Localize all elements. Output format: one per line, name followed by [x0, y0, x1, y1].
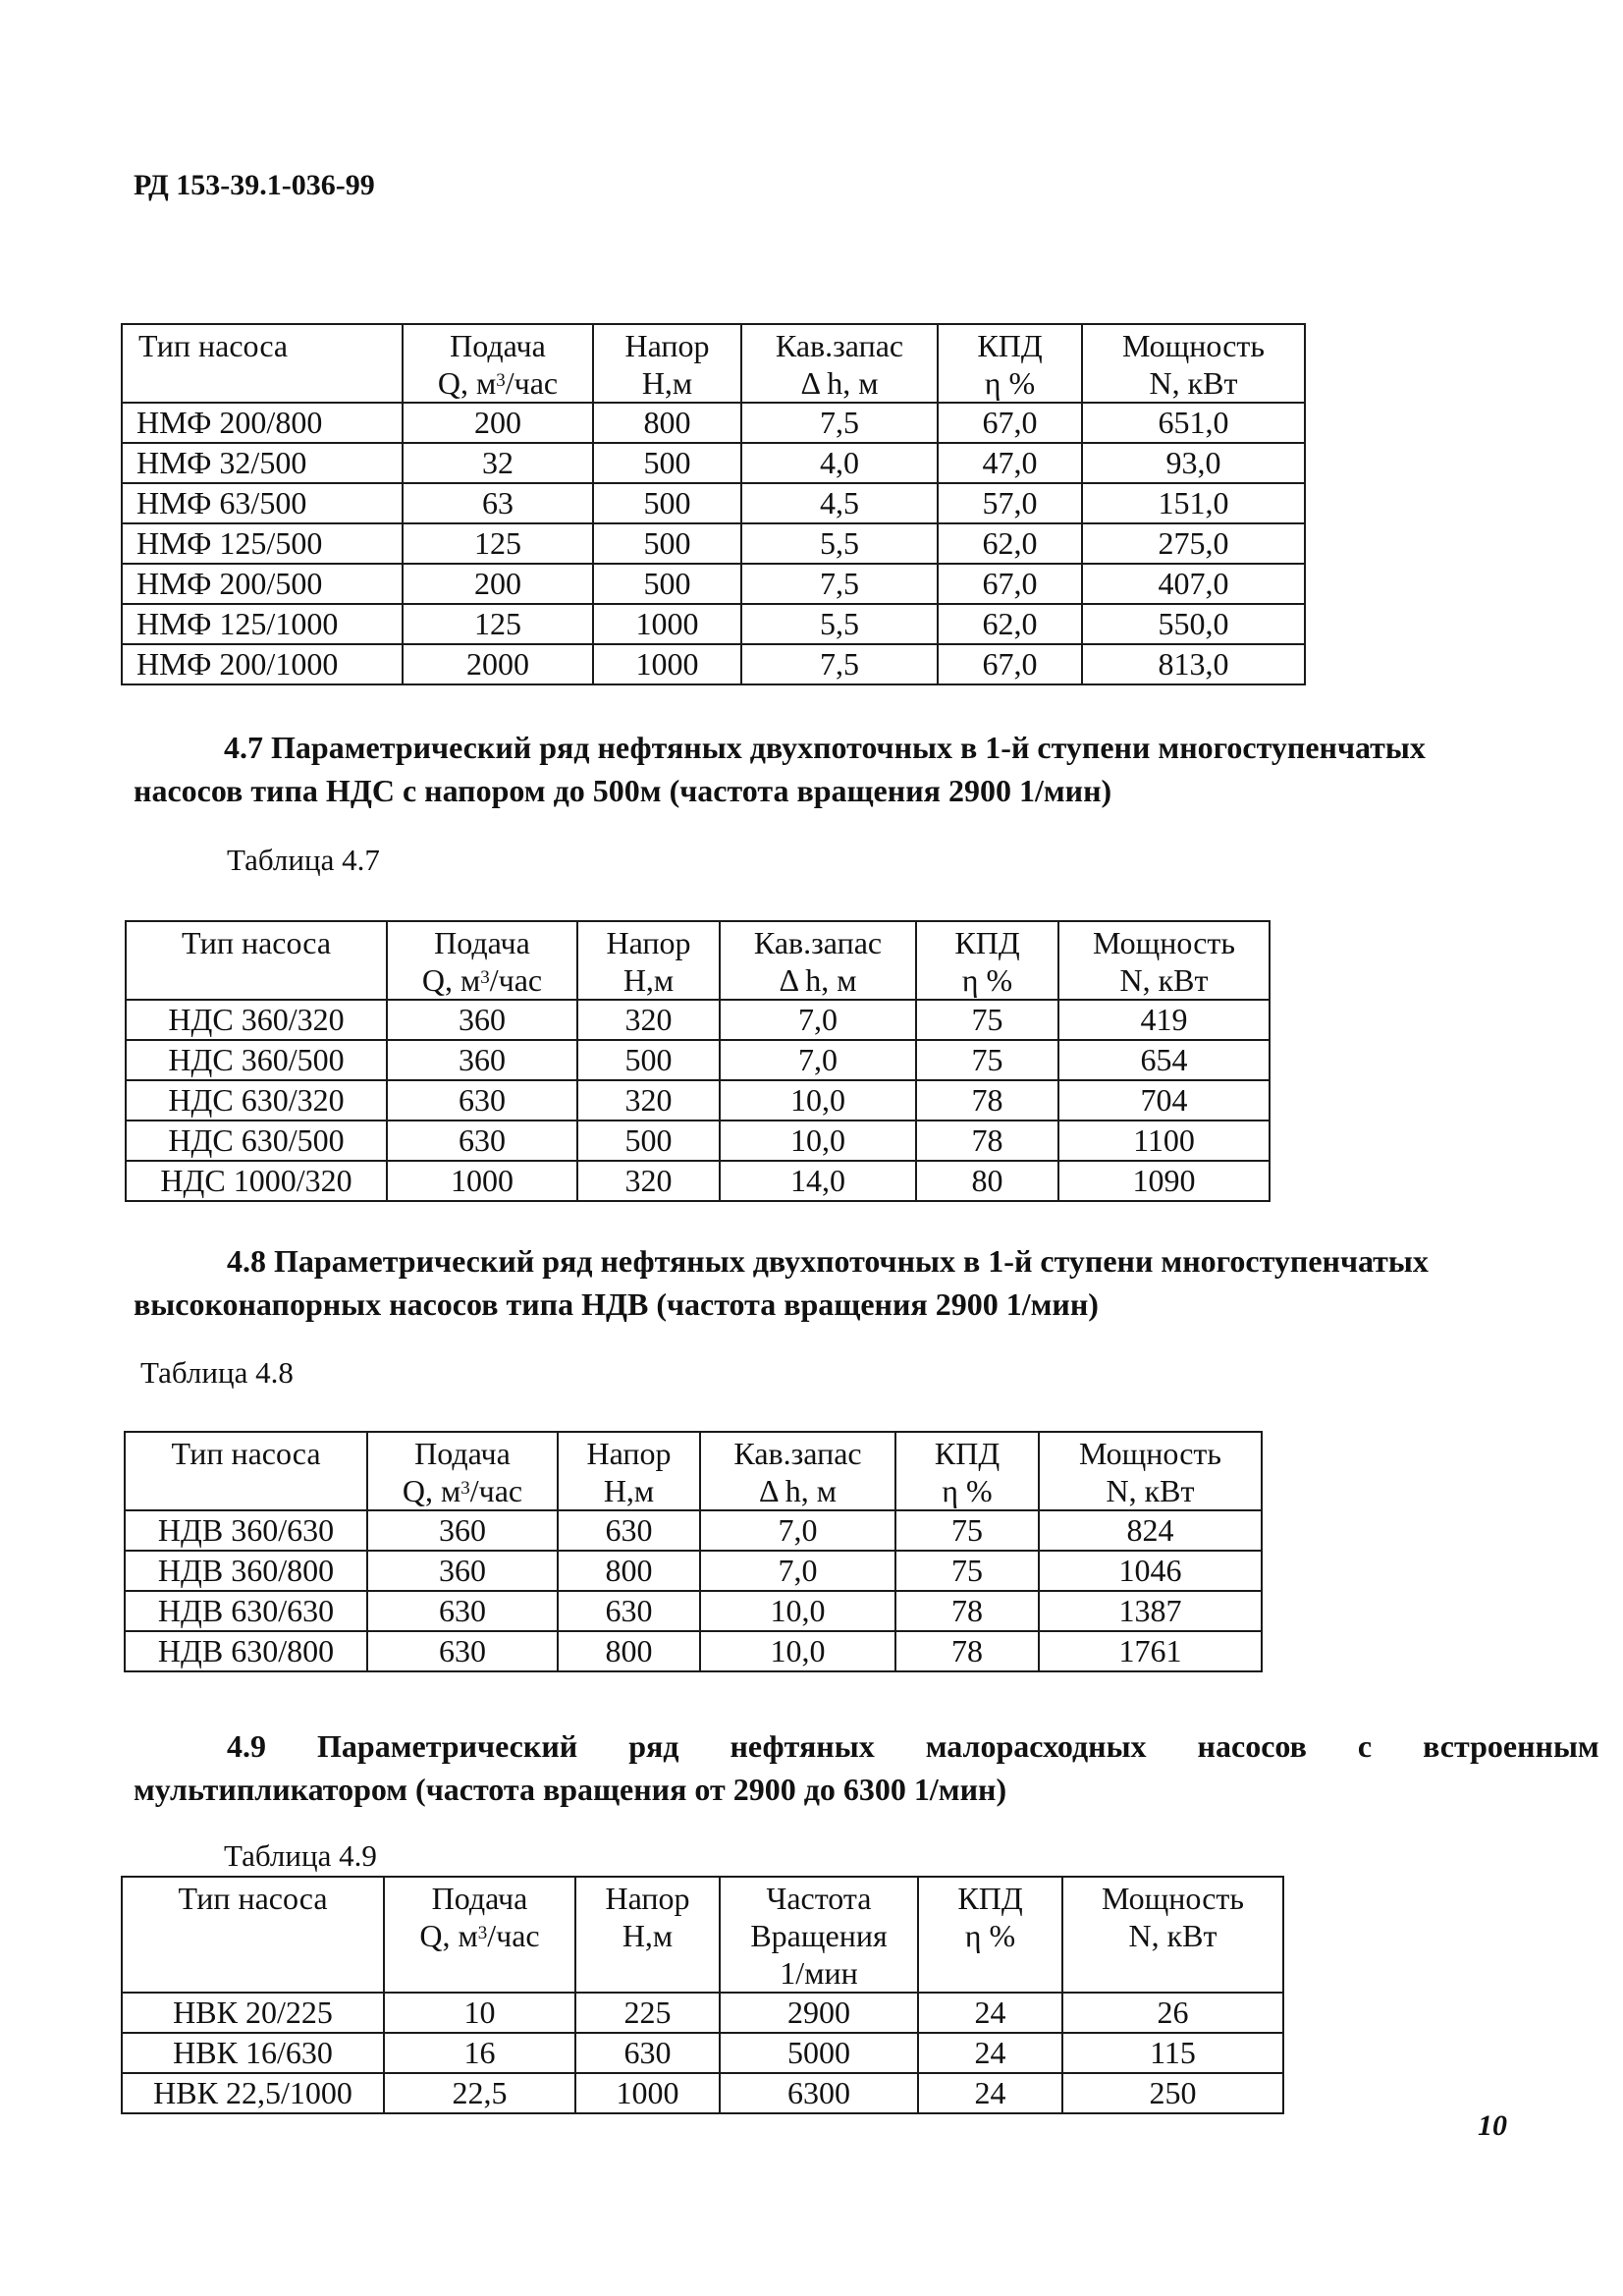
- table-cell: 360: [387, 1000, 577, 1040]
- table-cell: 75: [916, 1000, 1058, 1040]
- table-cell: 26: [1062, 1993, 1283, 2033]
- table-cell: 500: [593, 483, 741, 523]
- table-cell: 10,0: [720, 1121, 916, 1161]
- table-cell: 2900: [720, 1993, 918, 2033]
- header-cell: Напор H,м: [575, 1877, 720, 1993]
- table-row: [126, 1080, 1270, 1121]
- table-cell: 7,5: [741, 564, 938, 604]
- table-cell: 360: [367, 1551, 558, 1591]
- table-cell: 630: [558, 1591, 700, 1631]
- table-cell: 6300: [720, 2073, 918, 2113]
- table-cell: 630: [387, 1121, 577, 1161]
- table-cell: 500: [593, 523, 741, 564]
- table-cell: 320: [577, 1161, 720, 1201]
- table-caption-4-9: Таблица 4.9: [224, 1838, 377, 1873]
- section-heading-4-9: 4.9 Параметрический ряд нефтяных малорасходных насосов с встроенным мультипликатором (частота вращения от 2900 до 6300 1/мин): [134, 1728, 1599, 1807]
- table-cell: 5,5: [741, 604, 938, 644]
- document-code: РД 153-39.1-036-99: [134, 169, 375, 201]
- table-cell: НДС 1000/320: [126, 1161, 387, 1201]
- table-cell: НМФ 200/500: [122, 564, 403, 604]
- table-cell: 419: [1058, 1000, 1270, 1040]
- header-cell: Кав.запас Δ h, м: [700, 1432, 895, 1510]
- table-cell: 1090: [1058, 1161, 1270, 1201]
- table-cell: 5000: [720, 2033, 918, 2073]
- table-header-row: [122, 1877, 1283, 1993]
- table-cell: 800: [558, 1551, 700, 1591]
- table-cell: 63: [403, 483, 593, 523]
- table-cell: 57,0: [938, 483, 1082, 523]
- table-cell: 32: [403, 443, 593, 483]
- table-cell: 800: [558, 1631, 700, 1671]
- section-heading-4-7: 4.7 Параметрический ряд нефтяных двухпоточных в 1-й ступени многоступенчатых насосов типа НДС с напором до 500м (частота вращения 2900 1/мин): [134, 730, 1426, 808]
- table-cell: НДС 630/320: [126, 1080, 387, 1121]
- table-cell: НВК 20/225: [122, 1993, 384, 2033]
- header-cell: Напор H,м: [593, 324, 741, 403]
- table-cell: НВК 22,5/1000: [122, 2073, 384, 2113]
- table-cell: 1387: [1039, 1591, 1262, 1631]
- header-cell: Тип насоса: [125, 1432, 367, 1510]
- pump-table-nmf: [121, 323, 1306, 685]
- table-cell: 500: [577, 1040, 720, 1080]
- table-cell: 225: [575, 1993, 720, 2033]
- header-cell: Подача Q, $м^3$/час: [403, 324, 593, 403]
- table-cell: 7,0: [720, 1000, 916, 1040]
- header-cell: Подача Q, $м^3$/час: [387, 921, 577, 1000]
- table-cell: НДВ 630/800: [125, 1631, 367, 1671]
- table-cell: 16: [384, 2033, 575, 2073]
- table-cell: 704: [1058, 1080, 1270, 1121]
- table-cell: НМФ 63/500: [122, 483, 403, 523]
- table-row: [126, 1040, 1270, 1080]
- header-cell: Мощность N, кВт: [1062, 1877, 1283, 1993]
- table-cell: НМФ 125/500: [122, 523, 403, 564]
- header-cell: КПД η %: [916, 921, 1058, 1000]
- table-cell: 67,0: [938, 564, 1082, 604]
- header-cell: Мощность N, кВт: [1058, 921, 1270, 1000]
- table-row: [122, 403, 1305, 443]
- table-cell: 14,0: [720, 1161, 916, 1201]
- table-cell: 93,0: [1082, 443, 1305, 483]
- table-row: [122, 2033, 1283, 2073]
- page-number: 10: [1478, 2109, 1507, 2142]
- pump-table-nds: [125, 920, 1271, 1202]
- table-cell: 630: [558, 1510, 700, 1551]
- table-row: [125, 1591, 1262, 1631]
- table-cell: НДВ 630/630: [125, 1591, 367, 1631]
- table-row: [122, 2073, 1283, 2113]
- table-cell: 75: [895, 1551, 1039, 1591]
- table-cell: 22,5: [384, 2073, 575, 2113]
- table-cell: 550,0: [1082, 604, 1305, 644]
- table-cell: 200: [403, 403, 593, 443]
- header-cell: КПД η %: [918, 1877, 1062, 1993]
- table-header-row: [122, 324, 1305, 403]
- table-row: [125, 1551, 1262, 1591]
- header-cell: Частота Вращения 1/мин: [720, 1877, 918, 1993]
- table-cell: 67,0: [938, 644, 1082, 684]
- table-row: [122, 564, 1305, 604]
- table-cell: 78: [916, 1080, 1058, 1121]
- table-cell: 1000: [387, 1161, 577, 1201]
- table-cell: 125: [403, 604, 593, 644]
- table-cell: 1000: [575, 2073, 720, 2113]
- pump-table-nvk: [121, 1876, 1284, 2114]
- table-cell: 62,0: [938, 604, 1082, 644]
- header-cell: Тип насоса: [122, 324, 403, 403]
- table-cell: 360: [367, 1510, 558, 1551]
- table-cell: 250: [1062, 2073, 1283, 2113]
- table-cell: 200: [403, 564, 593, 604]
- table-caption-4-8: Таблица 4.8: [140, 1355, 294, 1390]
- table-cell: НМФ 125/1000: [122, 604, 403, 644]
- table-cell: 78: [916, 1121, 1058, 1161]
- table-cell: 500: [577, 1121, 720, 1161]
- table-cell: 651,0: [1082, 403, 1305, 443]
- table-cell: 1000: [593, 644, 741, 684]
- table-cell: 630: [367, 1591, 558, 1631]
- table-cell: 67,0: [938, 403, 1082, 443]
- table-row: [122, 644, 1305, 684]
- table-cell: 75: [895, 1510, 1039, 1551]
- header-cell: Подача Q, $м^3$/час: [384, 1877, 575, 1993]
- header-cell: Мощность N, кВт: [1039, 1432, 1262, 1510]
- header-cell: Напор H,м: [577, 921, 720, 1000]
- table-cell: НДС 630/500: [126, 1121, 387, 1161]
- table-row: [122, 483, 1305, 523]
- table-cell: 10: [384, 1993, 575, 2033]
- pump-table-ndv: [124, 1431, 1263, 1672]
- table-cell: 1046: [1039, 1551, 1262, 1591]
- table-header-row: [125, 1432, 1262, 1510]
- table-row: [122, 523, 1305, 564]
- header-cell: Мощность N, кВт: [1082, 324, 1305, 403]
- table-cell: 75: [916, 1040, 1058, 1080]
- table-cell: НМФ 200/1000: [122, 644, 403, 684]
- table-row: [122, 443, 1305, 483]
- table-cell: 7,5: [741, 403, 938, 443]
- table-cell: 654: [1058, 1040, 1270, 1080]
- header-cell: Тип насоса: [126, 921, 387, 1000]
- table-cell: 630: [387, 1080, 577, 1121]
- table-cell: 24: [918, 1993, 1062, 2033]
- table-cell: 320: [577, 1080, 720, 1121]
- table-cell: 4,0: [741, 443, 938, 483]
- table-cell: 10,0: [700, 1631, 895, 1671]
- table-cell: 151,0: [1082, 483, 1305, 523]
- table-cell: 630: [367, 1631, 558, 1671]
- table-cell: 1761: [1039, 1631, 1262, 1671]
- table-cell: 360: [387, 1040, 577, 1080]
- header-cell: КПД η %: [895, 1432, 1039, 1510]
- table-cell: 407,0: [1082, 564, 1305, 604]
- table-row: [126, 1000, 1270, 1040]
- table-cell: НДВ 360/630: [125, 1510, 367, 1551]
- section-heading-4-8: 4.8 Параметрический ряд нефтяных двухпоточных в 1-й ступени многоступенчатых высоконапорных насосов типа НДВ (частота вращения 2900 1/мин): [134, 1243, 1429, 1322]
- table-cell: НДВ 360/800: [125, 1551, 367, 1591]
- table-cell: 2000: [403, 644, 593, 684]
- table-cell: 800: [593, 403, 741, 443]
- table-cell: 115: [1062, 2033, 1283, 2073]
- table-cell: 7,0: [720, 1040, 916, 1080]
- table-cell: 10,0: [700, 1591, 895, 1631]
- table-cell: 500: [593, 443, 741, 483]
- table-cell: 320: [577, 1000, 720, 1040]
- header-cell: Тип насоса: [122, 1877, 384, 1993]
- table-cell: 824: [1039, 1510, 1262, 1551]
- table-cell: НМФ 200/800: [122, 403, 403, 443]
- table-cell: 275,0: [1082, 523, 1305, 564]
- table-cell: 4,5: [741, 483, 938, 523]
- table-cell: НМФ 32/500: [122, 443, 403, 483]
- table-row: [122, 604, 1305, 644]
- table-cell: 1000: [593, 604, 741, 644]
- table-cell: 24: [918, 2033, 1062, 2073]
- table-cell: 78: [895, 1591, 1039, 1631]
- table-cell: НВК 16/630: [122, 2033, 384, 2073]
- header-cell: Кав.запас Δ h, м: [741, 324, 938, 403]
- table-caption-4-7: Таблица 4.7: [227, 843, 380, 877]
- table-row: [125, 1631, 1262, 1671]
- table-cell: 10,0: [720, 1080, 916, 1121]
- table-cell: 47,0: [938, 443, 1082, 483]
- table-row: [125, 1510, 1262, 1551]
- table-cell: 7,5: [741, 644, 938, 684]
- header-cell: Подача Q, $м^3$/час: [367, 1432, 558, 1510]
- table-cell: 80: [916, 1161, 1058, 1201]
- header-cell: Кав.запас Δ h, м: [720, 921, 916, 1000]
- table-cell: 7,0: [700, 1510, 895, 1551]
- header-cell: КПД η %: [938, 324, 1082, 403]
- table-cell: 78: [895, 1631, 1039, 1671]
- table-cell: НДС 360/320: [126, 1000, 387, 1040]
- table-header-row: [126, 921, 1270, 1000]
- table-cell: 630: [575, 2033, 720, 2073]
- table-cell: 125: [403, 523, 593, 564]
- table-cell: 813,0: [1082, 644, 1305, 684]
- table-row: [126, 1121, 1270, 1161]
- table-cell: 7,0: [700, 1551, 895, 1591]
- table-cell: НДС 360/500: [126, 1040, 387, 1080]
- header-cell: Напор H,м: [558, 1432, 700, 1510]
- table-cell: 500: [593, 564, 741, 604]
- table-cell: 5,5: [741, 523, 938, 564]
- table-cell: 62,0: [938, 523, 1082, 564]
- table-row: [122, 1993, 1283, 2033]
- table-cell: 24: [918, 2073, 1062, 2113]
- table-cell: 1100: [1058, 1121, 1270, 1161]
- table-row: [126, 1161, 1270, 1201]
